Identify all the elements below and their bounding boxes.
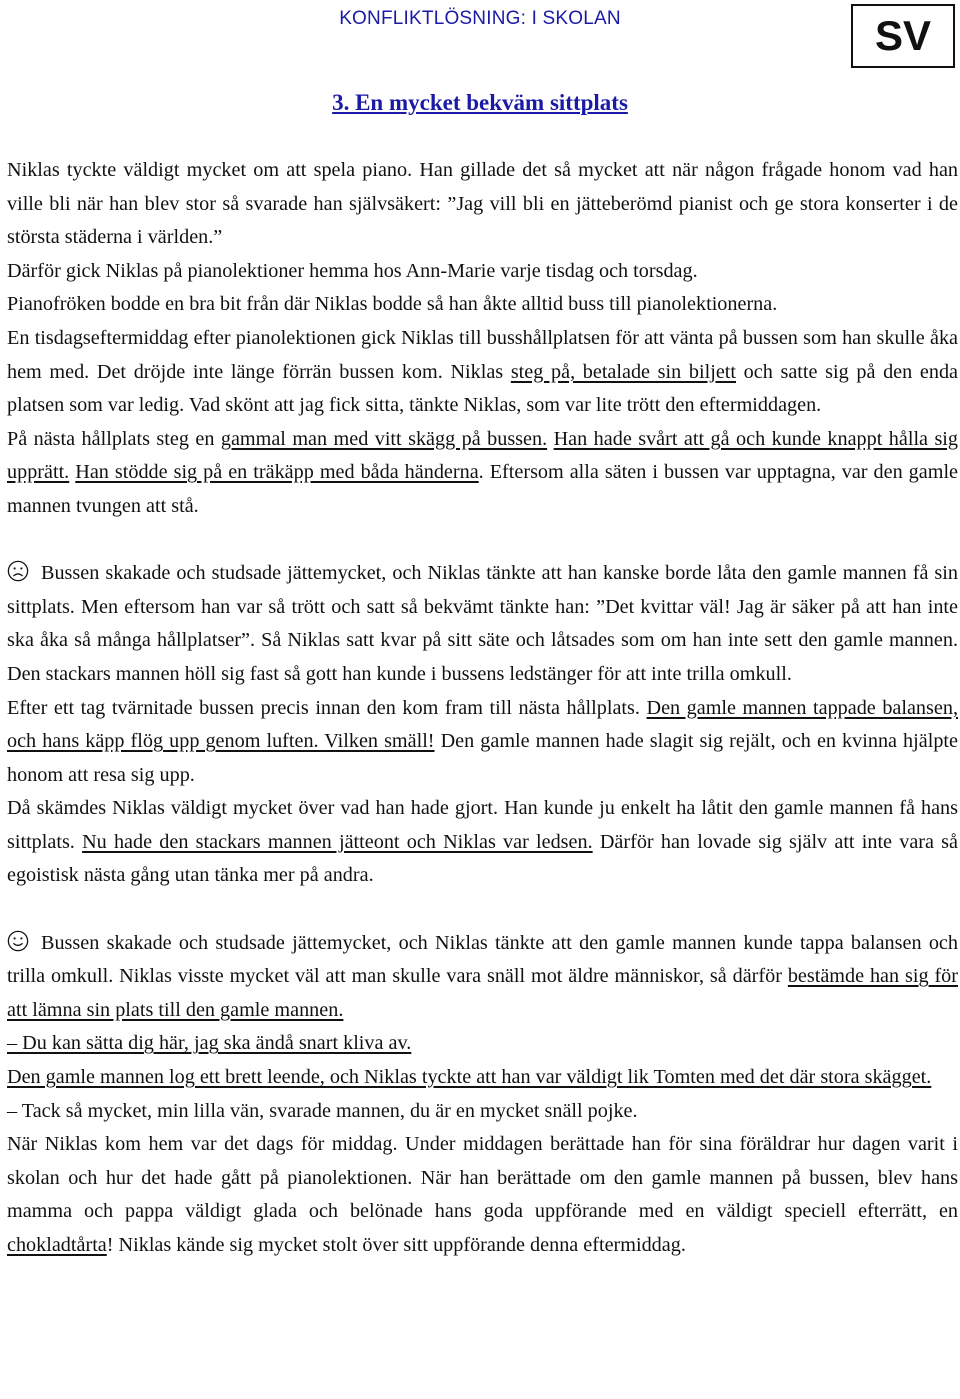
- story-title: 3. En mycket bekväm sittplats: [332, 90, 628, 115]
- language-badge: SV: [851, 4, 955, 68]
- paragraph-sad-fall: Efter ett tag tvärnitade bussen precis innan den kom fram till nästa hållplats. Den gamle mannen tappade balansen, och hans käpp flög upp genom luften. Vilken smäll! Den gamle mannen hade slagit sig rejält, och en kvinna hjälpte honom att resa sig upp.: [7, 696, 958, 786]
- paragraph-happy-smile: [7, 1061, 958, 1095]
- dialogue-line-niklas: [7, 1027, 958, 1061]
- paragraph-intro: Niklas tyckte väldigt mycket om att spela piano. Han gillade det så mycket att när någon frågade honom vad han ville bli när han blev stor så svarade han självsäkert: ”Jag vill bli en jätteberömd pianist och ge stora konserter i de största städerna i världen.”: [7, 159, 958, 249]
- underlined-text: gammal man med vitt skägg på bussen.: [220, 427, 548, 450]
- smiley-face-icon: [7, 930, 29, 952]
- paragraph-sad-ending: Bussen skakade och studsade jättemycket, och Niklas tänkte att han kanske borde låta den gamle mannen få sin sittplats. Men eftersom han var så trött och satt så bekvämt tänkte han: ”Det kvittar väl! Jag är säker på att han inte ska åka så många hållplatser”. Så Niklas satt kvar på sitt säte och låtsades som om han inte sett den gamle mannen. Den stackars mannen höll sig fast så gott han kunde i bussens ledstänger för att inte trilla omkull.: [7, 562, 958, 685]
- dialogue-line-man: – Tack så mycket, min lilla vän, svarade mannen, du är en mycket snäll pojke.: [7, 1099, 638, 1122]
- paragraph-teacher: Pianofröken bodde en bra bit från där Niklas bodde så han åkte alltid buss till pianolektionerna.: [7, 293, 778, 316]
- underlined-text: chokladtårta: [7, 1234, 107, 1256]
- underlined-text: bestämde han sig för att lämna sin plats till den gamle mannen.: [7, 965, 958, 1021]
- underlined-text: Nu hade den stackars mannen jätteont och Niklas var ledsen.: [82, 830, 593, 853]
- paragraph-lessons: Därför gick Niklas på pianolektioner hemma hos Ann-Marie varje tisdag och torsdag.: [7, 259, 698, 282]
- paragraph-bus: En tisdagseftermiddag efter pianolektionen gick Niklas till busshållplatsen för att vänta på bussen som han skulle åka hem med. Det dröjde inte länge förrän bussen kom. Niklas steg på, betalade sin biljett och satte sig på den enda platsen som var ledig. Vad skönt att jag fick sitta, tänkte Niklas, som var lite trött den eftermiddagen.: [7, 326, 959, 417]
- paragraph-sad-shame: Då skämdes Niklas väldigt mycket över vad han hade gjort. Han kunde ju enkelt ha låtit den gamle mannen få hans sittplats. Nu hade den stackars mannen jätteont och Niklas var ledsen. Därför han lovade sig själv att inte vara så egoistisk nästa gång utan tänka mer på andra.: [7, 797, 958, 887]
- paragraph-happy-dinner: När Niklas kom hem var det dags för middag. Under middagen berättade han för sina föräldrar hur dagen varit i skolan och hur det hade gått på pianolektionen. När han berättade om den gamle mannen på bussen, blev hans mamma och pappa väldigt glada och belönade hans goda uppförande med en väldigt speciell efterrätt, en chokladtårta! Niklas kände sig mycket stolt över sitt uppförande denna eftermiddag.: [7, 1133, 958, 1256]
- paragraph-happy-ending: Bussen skakade och studsade jättemycket, och Niklas tänkte att den gamle mannen kunde tappa balansen och trilla omkull. Niklas visste mycket väl att man skulle vara snäll mot äldre människor, så därför bestämde han sig för att lämna sin plats till den gamle mannen.: [7, 931, 958, 1021]
- header-title: KONFLIKTLÖSNING: I SKOLAN: [339, 8, 621, 29]
- paragraph-old-man: På nästa hållplats steg en gammal man med vitt skägg på bussen. Han hade svårt att gå och kunde knappt hålla sig upprätt. Han stödde sig på en träkäpp med båda händerna. Eftersom alla säten i bussen var upptagna, var den gamle mannen tvungen att stå.: [7, 427, 959, 517]
- underlined-text: Den gamle mannen tappade balansen, och hans käpp flög upp genom luften. Vilken smäll!: [7, 696, 958, 753]
- sad-face-icon: [7, 560, 29, 582]
- underlined-text: – Du kan sätta dig här, jag ska ändå snart kliva av.: [7, 1032, 412, 1055]
- story-body: [7, 154, 958, 1263]
- underlined-text: steg på, betalade sin biljett: [510, 360, 737, 383]
- underlined-text: Han stödde sig på en träkäpp med båda händerna: [75, 461, 479, 484]
- underlined-text: Den gamle mannen log ett brett leende, och Niklas tyckte att han var väldigt lik Tomten med det där stora skägget.: [7, 1066, 932, 1089]
- underlined-text: Han hade svårt att gå och kunde knappt hålla sig upprätt.: [7, 427, 959, 484]
